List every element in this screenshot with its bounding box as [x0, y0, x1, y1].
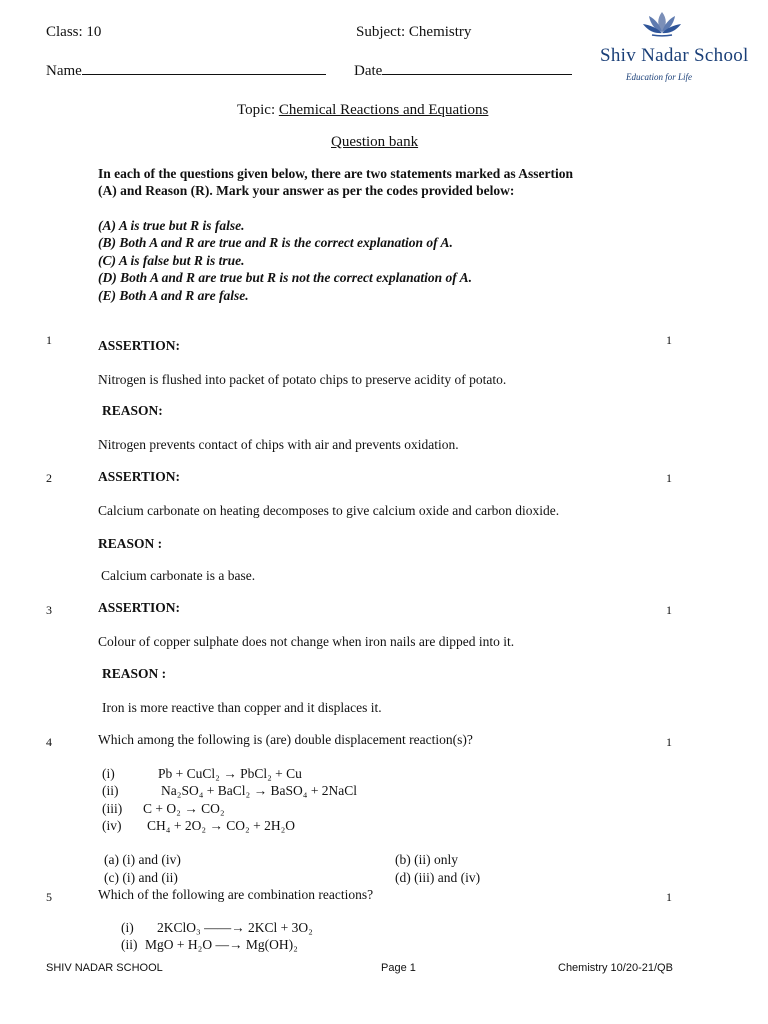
question-4-marks: 1: [666, 735, 672, 749]
code-c: (C) A is false but R is true.: [98, 253, 245, 268]
question-1-assertion-label: ASSERTION:: [98, 338, 181, 353]
question-4-item-label-ii: (ii): [102, 783, 119, 798]
code-e: (E) Both A and R are false.: [98, 288, 249, 303]
question-2-assertion-label: ASSERTION:: [98, 469, 181, 484]
name-blank-line: [82, 60, 326, 75]
question-4-option-b: (b) (ii) only: [395, 852, 458, 867]
question-2-reason: Calcium carbonate is a base.: [101, 568, 256, 583]
lotus-icon: [642, 8, 682, 38]
question-4-equation-iv: CH₄ + 2O₂ → CO₂ + 2H₂O: [147, 818, 296, 833]
school-logo-text: Shiv Nadar School: [600, 45, 749, 66]
question-2-number: 2: [46, 471, 52, 485]
question-3-assertion: Colour of copper sulphate does not change when iron nails are dipped into it.: [98, 634, 515, 649]
name-label: Name: [46, 63, 82, 79]
subject-label: Subject: Chemistry: [356, 24, 472, 40]
question-4-item-label-i: (i): [102, 766, 115, 781]
question-4-text: Which among the following is (are) double displacement reaction(s)?: [98, 732, 473, 747]
footer-page-number: Page 1: [381, 962, 416, 974]
question-4-equation-i: Pb + CuCl₂ → PbCl₂ + Cu: [158, 766, 302, 781]
code-b: (B) Both A and R are true and R is the correct explanation of A.: [98, 235, 453, 250]
question-5-number: 5: [46, 890, 52, 904]
footer-document-code: Chemistry 10/20-21/QB: [558, 962, 673, 974]
question-2-reason-label: REASON :: [98, 536, 163, 551]
question-5-item-label-i: (i): [121, 920, 134, 935]
question-4-item-label-iv: (iv): [102, 818, 122, 833]
code-d: (D) Both A and R are true but R is not the correct explanation of A.: [98, 270, 473, 285]
question-4-option-a: (a) (i) and (iv): [104, 852, 181, 867]
topic-prefix: Topic:: [237, 102, 279, 118]
question-4-option-c: (c) (i) and (ii): [104, 870, 178, 885]
question-1-reason: Nitrogen prevents contact of chips with air and prevents oxidation.: [98, 437, 459, 452]
question-1-assertion: Nitrogen is flushed into packet of potato chips to preserve acidity of potato.: [98, 372, 507, 387]
question-5-text: Which of the following are combination reactions?: [98, 887, 374, 902]
question-3-marks: 1: [666, 603, 672, 617]
question-1-reason-label: REASON:: [102, 403, 163, 418]
question-5-item-label-ii: (ii): [121, 937, 138, 952]
topic-heading: [237, 102, 488, 119]
question-4-option-d: (d) (iii) and (iv): [395, 870, 481, 885]
question-2-marks: 1: [666, 471, 672, 485]
name-field: [46, 60, 326, 80]
question-1-number: 1: [46, 333, 52, 347]
question-4-equation-iii: C + O₂ → CO₂: [143, 801, 225, 816]
footer-school-name: SHIV NADAR SCHOOL: [46, 962, 163, 974]
school-tagline: Education for Life: [626, 72, 692, 82]
question-1-marks: 1: [666, 333, 672, 347]
question-5-equation-i: 2KClO₃ ——→ 2KCl + 3O₂: [157, 920, 313, 935]
date-field: [354, 60, 572, 80]
code-a: (A) A is true but R is false.: [98, 218, 245, 233]
instructions-line-1: In each of the questions given below, there are two statements marked as Assertion: [98, 166, 573, 181]
question-5-marks: 1: [666, 890, 672, 904]
question-bank-title: Question bank: [331, 134, 419, 150]
question-4-number: 4: [46, 735, 52, 749]
question-2-assertion: Calcium carbonate on heating decomposes to give calcium oxide and carbon dioxide.: [98, 503, 560, 518]
school-logo: [600, 8, 749, 86]
date-blank-line: [382, 60, 572, 75]
question-3-reason-label: REASON :: [102, 666, 167, 681]
date-label: Date: [354, 63, 383, 79]
question-5-equation-ii: MgO + H₂O —→ Mg(OH)₂: [145, 937, 298, 952]
question-3-assertion-label: ASSERTION:: [98, 600, 181, 615]
class-label: Class: 10: [46, 24, 102, 40]
question-4-equation-ii: Na₂SO₄ + BaCl₂ → BaSO₄ + 2NaCl: [161, 783, 358, 798]
instructions-line-2: (A) and Reason (R). Mark your answer as per the codes provided below:: [98, 183, 515, 198]
question-4-item-label-iii: (iii): [102, 801, 123, 816]
question-3-number: 3: [46, 603, 52, 617]
topic-title: Chemical Reactions and Equations: [278, 102, 489, 118]
question-3-reason: Iron is more reactive than copper and it displaces it.: [102, 700, 382, 715]
